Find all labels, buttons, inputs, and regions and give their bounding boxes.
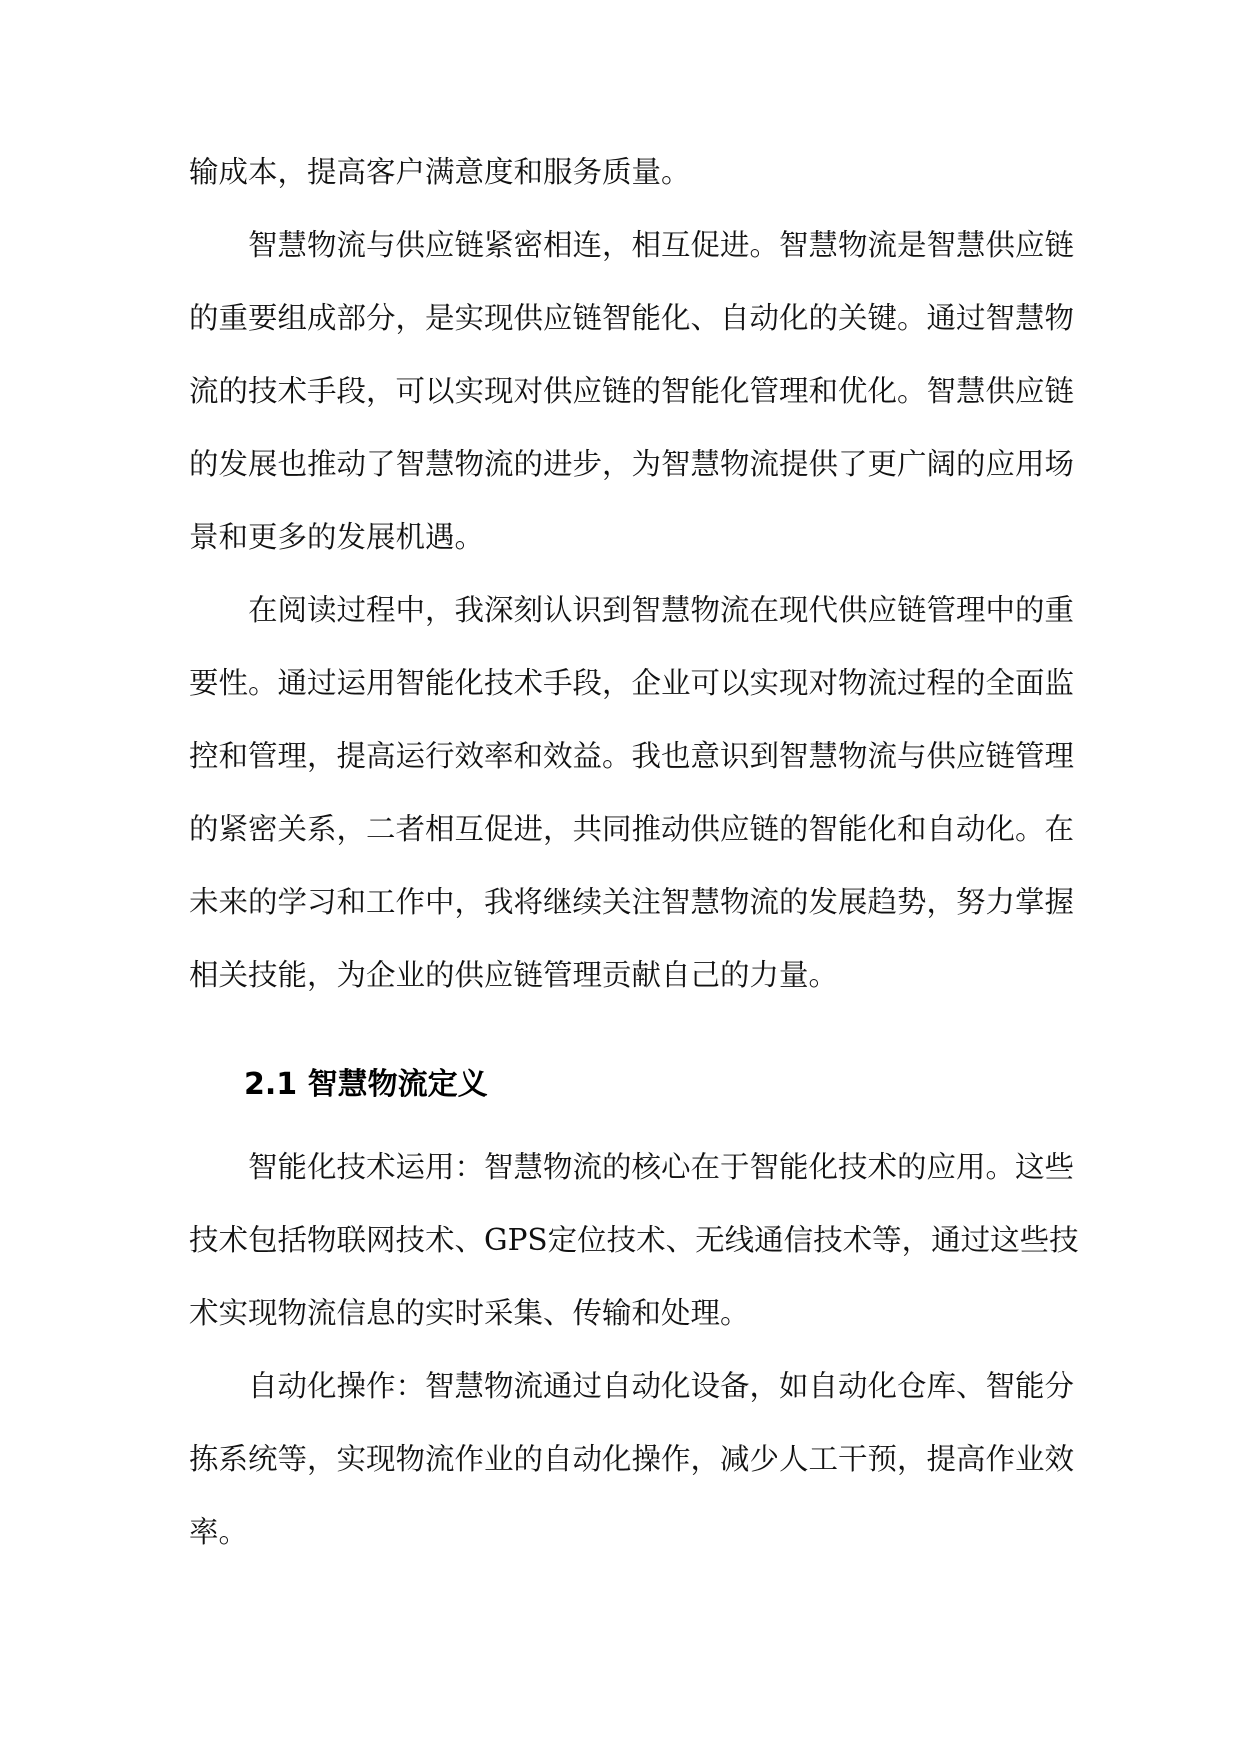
section-heading: 2.1 智慧物流定义 (244, 1067, 488, 1102)
paragraph-line: 的发展也推动了智慧物流的进步，为智慧物流提供了更广阔的应用场 (189, 447, 1075, 481)
paragraph-line: 术实现物流信息的实时采集、传输和处理。 (189, 1296, 750, 1330)
paragraph-line: 自动化操作：智慧物流通过自动化设备，如自动化仓库、智能分 (248, 1369, 1075, 1403)
paragraph-line: 控和管理，提高运行效率和效益。我也意识到智慧物流与供应链管理 (189, 739, 1075, 773)
paragraph-line: 未来的学习和工作中，我将继续关注智慧物流的发展趋势，努力掌握 (189, 885, 1075, 919)
paragraph-line: 的紧密关系，二者相互促进，共同推动供应链的智能化和自动化。在 (189, 812, 1075, 846)
paragraph-line: 率。 (189, 1515, 249, 1549)
paragraph-line: 在阅读过程中，我深刻认识到智慧物流在现代供应链管理中的重 (248, 593, 1075, 627)
paragraph-line: 智能化技术运用：智慧物流的核心在于智能化技术的应用。这些 (248, 1150, 1075, 1184)
paragraph-line: 智慧物流与供应链紧密相连，相互促进。智慧物流是智慧供应链 (248, 228, 1075, 262)
paragraph-line: 流的技术手段，可以实现对供应链的智能化管理和优化。智慧供应链 (189, 374, 1075, 408)
paragraph-line: 输成本，提高客户满意度和服务质量。 (189, 155, 691, 189)
paragraph-line: 技术包括物联网技术、GPS定位技术、无线通信技术等，通过这些技 (189, 1223, 1079, 1257)
paragraph-line: 相关技能，为企业的供应链管理贡献自己的力量。 (189, 958, 839, 992)
paragraph-line: 景和更多的发展机遇。 (189, 520, 485, 554)
paragraph-line: 要性。通过运用智能化技术手段，企业可以实现对物流过程的全面监 (189, 666, 1075, 700)
paragraph-line: 的重要组成部分，是实现供应链智能化、自动化的关键。通过智慧物 (189, 301, 1075, 335)
paragraph-line: 拣系统等，实现物流作业的自动化操作，减少人工干预，提高作业效 (189, 1442, 1075, 1476)
